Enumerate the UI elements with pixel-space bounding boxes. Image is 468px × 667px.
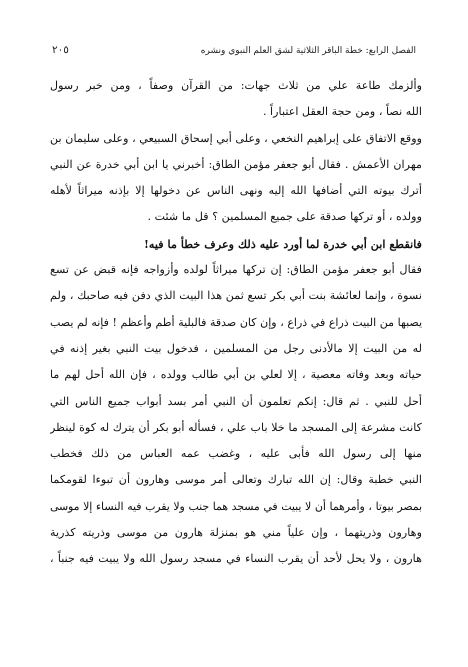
text-line: وهارون وذريتهما ، وإن علياً مني هو بمنزلة هارون من موسى وذريته كذرية — [50, 526, 422, 540]
text-line: النبي خطبة وقال: إن الله تبارك وتعالى أمر موسى وهارون أن تبوءا لقومكما — [50, 473, 422, 487]
text-line: ووقع الاتفاق على إبراهيم النخعي ، وعلى أبي إسحاق السبيعي ، وعلى سليمان بن — [50, 131, 422, 145]
text-line: نسوة ، وإنما لعائشة بنت أبي بكر تسع ثمن هذا البيت الذي دفن فيه صاحبك ، ولم — [50, 289, 422, 303]
text-line: له من البيت إلا مالأدنى رجل من المسلمين ، فدخول بيت النبي بغير إذنه في — [50, 341, 422, 355]
text-line: وألزمك طاعة علي من ثلاث جهات: من القرآن وصفاً ، ومن خبر رسول — [50, 79, 422, 92]
text-line: أحل للنبي . ثم قال: إنكم تعلمون أن النبي أمر بسد أبواب جميع الناس التي — [50, 394, 422, 408]
chapter-title: الفصل الرابع: خطة الباقر الثلاثية لشق العلم النبوي ونشره — [200, 46, 416, 56]
text-line: منها إلى رسول الله فأبى عليه ، وغضب عمه العباس من ذلك فخطب — [50, 447, 422, 461]
text-line: بمصر بيوتا ، وأمرهما أن لا يبيت في مسجد هما جنب ولا يقرب فيه النساء إلا موسى — [50, 499, 422, 513]
running-header — [52, 44, 416, 60]
text-line: هارون ، ولا يحل لأحد أن يقرب النساء في مسجد رسول الله ولا يبيت فيه جنباً ، — [50, 552, 422, 566]
text-line: يصبها من البيت ذراع في ذراع ، وإن كان صدقة فالبلية أطم وأعظم ! فإنه لم يصب — [50, 315, 422, 329]
text-line: وولده ، أو تركها صدقة على جميع المسلمين ؟ قل ما شئت . — [147, 210, 422, 224]
text-line: أترك بيوته التي أضافها الله إليه ونهى الناس عن دخولها إلا بإذنه ميراثاً لأهله — [50, 184, 422, 198]
text-line: فانقطع ابن أبي خدرة لما أورد عليه ذلك وعرف خطأ ما فيه! — [144, 236, 422, 251]
text-line: مهران الأعمش . فقال أبو جعفر مؤمن الطاق: أخبرني يا ابن أبي خدرة عن النبي — [50, 157, 422, 171]
text-line: حياته وبعد وفاته معصية ، إلا لعلي بن أبي طالب وولده ، فإن الله أحل لهم ما — [50, 368, 422, 382]
page-number: ٢٠٥ — [52, 44, 69, 56]
text-line: فقال أبو جعفر مؤمن الطاق: إن تركها ميراثاً لولده وأزواجه فإنه قبض عن تسع — [50, 263, 422, 277]
text-line: الله نصاً ، ومن حجة العقل اعتباراً . — [262, 105, 422, 119]
body-text — [50, 73, 422, 573]
text-line: كانت مشرعة إلى المسجد ما خلا باب علي ، فسأله أبو بكر أن يترك له كوة لينظر — [50, 420, 422, 434]
